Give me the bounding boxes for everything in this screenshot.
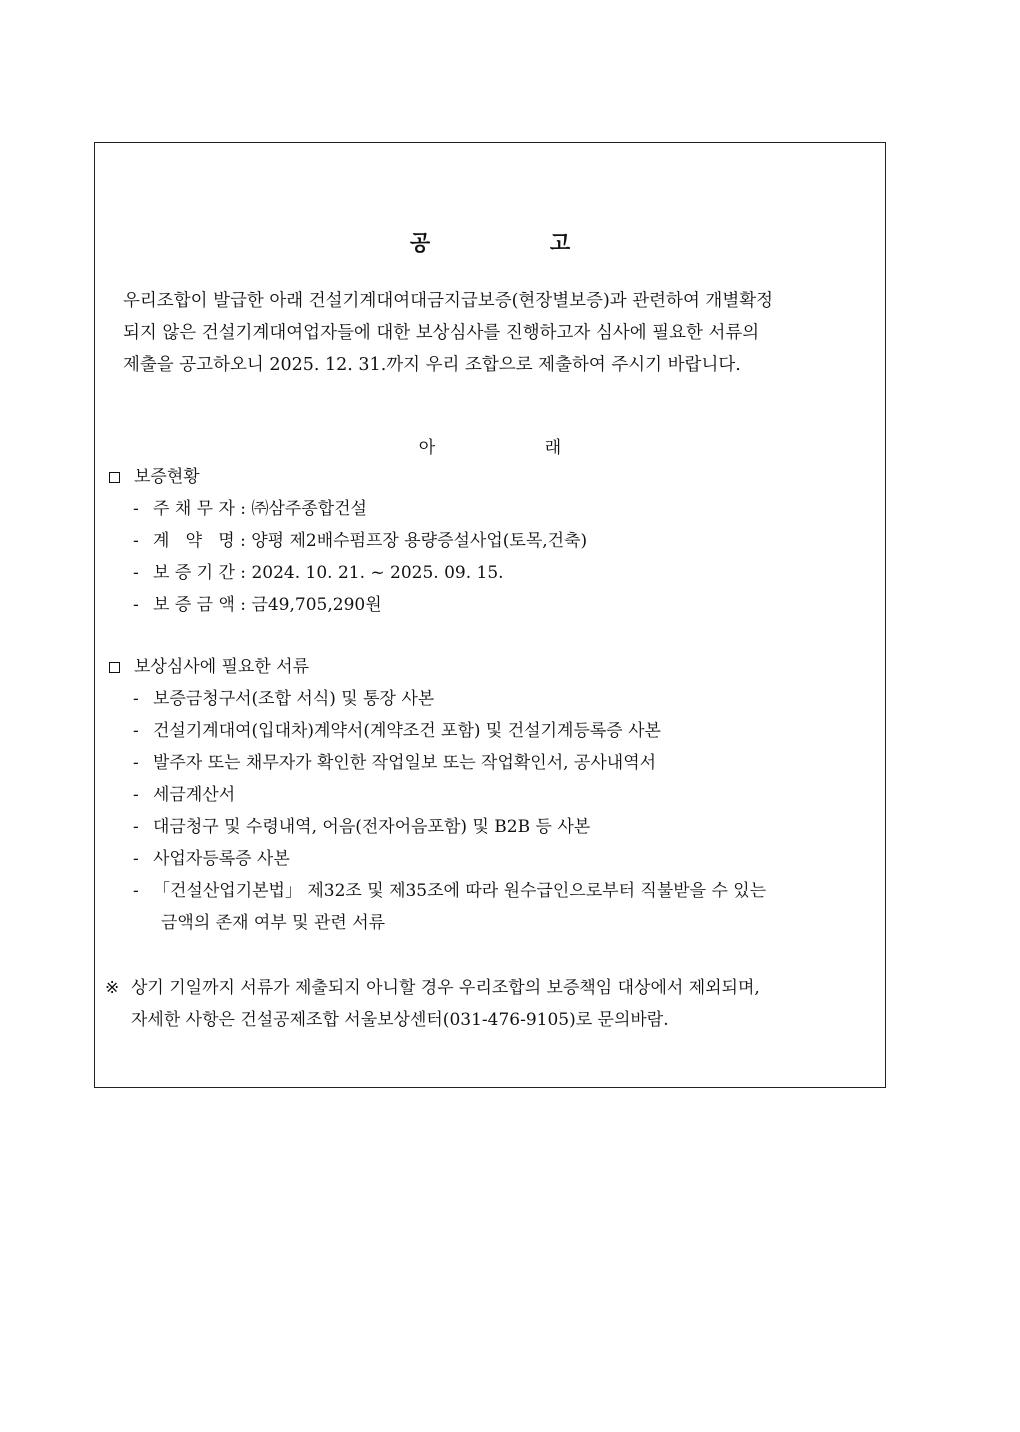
checkbox-icon [109, 662, 120, 673]
document-item-text: 건설기계대여(입대차)계약서(계약조건 포함) 및 건설기계등록증 사본 [153, 721, 661, 741]
intro-line-1: 우리조합이 발급한 아래 건설기계대여대금지급보증(현장별보증)과 관련하여 개별확정 [123, 291, 774, 311]
document-item: - 보증금청구서(조합 서식) 및 통장 사본 [133, 689, 435, 709]
guarantee-item: - 주 채 무 자 : ㈜삼주종합건설 [107, 493, 877, 525]
notice-title [95, 227, 885, 257]
document-item-text: 보증금청구서(조합 서식) 및 통장 사본 [153, 689, 435, 709]
document-item: - 「건설산업기본법」 제32조 및 제35조에 따라 원수급인으로부터 직불받을 수 있는 [133, 881, 767, 901]
title-char-2: 고 [549, 230, 571, 255]
documents-section [107, 651, 877, 939]
document-item-text: 사업자등록증 사본 [153, 849, 290, 869]
document-item: - 사업자등록증 사본 [133, 849, 290, 869]
document-item-text: 세금계산서 [153, 785, 236, 805]
guarantee-label: 계 약 명 : [153, 531, 252, 551]
document-item: - 대금청구 및 수령내역, 어음(전자어음포함) 및 B2B 등 사본 [133, 817, 591, 837]
documents-heading [107, 651, 877, 683]
footnote [105, 972, 877, 1036]
guarantee-heading-text: 보증현황 [134, 467, 200, 487]
subtitle [95, 433, 885, 458]
guarantee-label: 보 증 기 간 : [153, 563, 252, 583]
guarantee-item: - 보 증 기 간 : 2024. 10. 21. ~ 2025. 09. 15. [107, 557, 877, 589]
document-item: - 발주자 또는 채무자가 확인한 작업일보 또는 작업확인서, 공사내역서 [133, 753, 657, 773]
document-item: - 세금계산서 [133, 785, 236, 805]
guarantee-item: - 보 증 금 액 : 금49,705,290원 [107, 589, 877, 621]
subtitle-char-1: 아 [418, 438, 436, 458]
guarantee-value: 양평 제2배수펌프장 용량증설사업(토목,건축) [251, 531, 588, 551]
footnote-line-1: 상기 기일까지 서류가 제출되지 아니할 경우 우리조합의 보증책임 대상에서 제외되며, [131, 978, 760, 998]
document-item-text: 발주자 또는 채무자가 확인한 작업일보 또는 작업확인서, 공사내역서 [153, 753, 657, 773]
guarantee-label: 보 증 금 액 : [153, 595, 252, 615]
document-item-text: 「건설산업기본법」 제32조 및 제35조에 따라 원수급인으로부터 직불받을 수 있는 [153, 881, 767, 901]
document-item: - 건설기계대여(입대차)계약서(계약조건 포함) 및 건설기계등록증 사본 [133, 721, 661, 741]
checkbox-icon [109, 472, 120, 483]
guarantee-value: 금49,705,290원 [251, 595, 382, 615]
title-char-1: 공 [409, 230, 431, 255]
subtitle-char-2: 래 [544, 438, 562, 458]
intro-line-3: 제출을 공고하오니 2025. 12. 31.까지 우리 조합으로 제출하여 주시기 바랍니다. [123, 355, 741, 375]
guarantee-item: - 계 약 명 : 양평 제2배수펌프장 용량증설사업(토목,건축) [107, 525, 877, 557]
guarantee-value: 2024. 10. 21. ~ 2025. 09. 15. [251, 563, 504, 583]
guarantee-section [107, 461, 877, 621]
guarantee-heading [107, 461, 877, 493]
guarantee-value: ㈜삼주종합건설 [251, 499, 367, 519]
guarantee-label: 주 채 무 자 : [153, 499, 252, 519]
intro-line-2: 되지 않은 건설기계대여업자들에 대한 보상심사를 진행하고자 심사에 필요한 서류의 [123, 323, 760, 343]
intro-paragraph [123, 285, 875, 381]
notice-box [94, 142, 886, 1088]
footnote-line-2: 자세한 사항은 건설공제조합 서울보상센터(031-476-9105)로 문의바람. [131, 1010, 669, 1030]
document-item-continuation: 금액의 존재 여부 및 관련 서류 [161, 913, 386, 933]
document-item-text: 대금청구 및 수령내역, 어음(전자어음포함) 및 B2B 등 사본 [153, 817, 591, 837]
documents-heading-text: 보상심사에 필요한 서류 [134, 657, 310, 677]
reference-mark-icon: ※ [105, 978, 120, 998]
